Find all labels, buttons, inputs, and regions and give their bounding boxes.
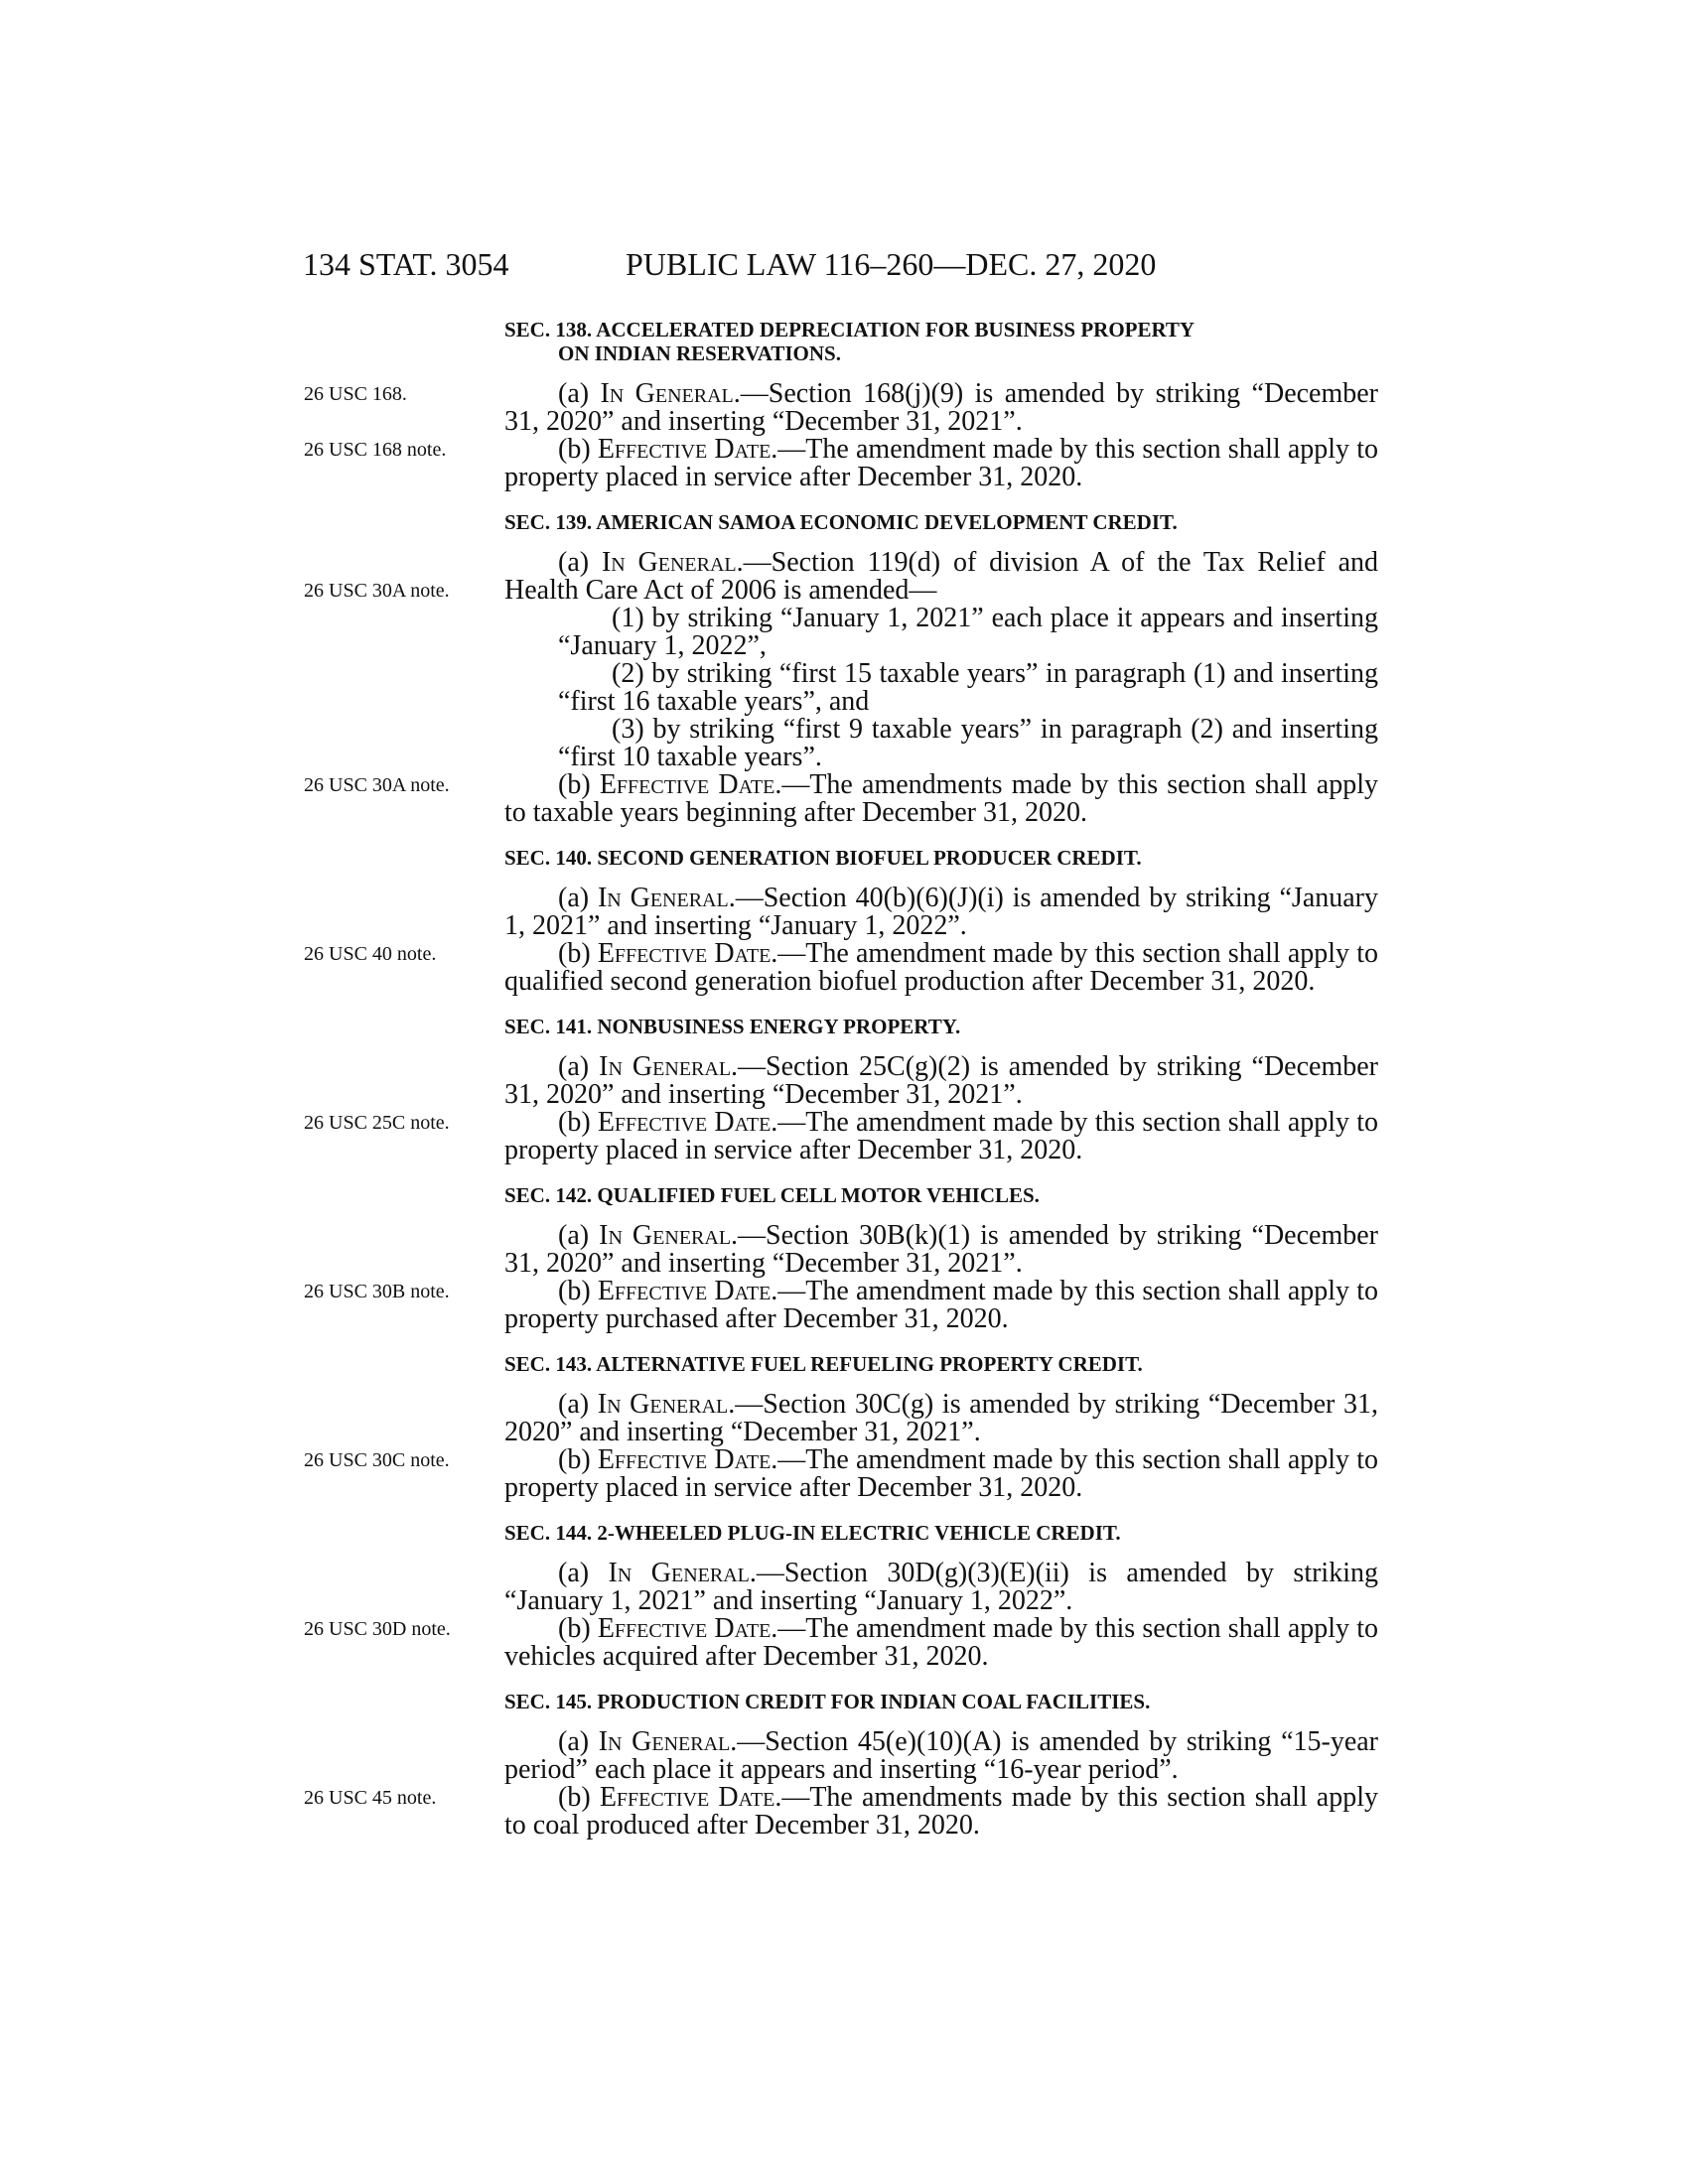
subsection-a bbox=[504, 1391, 1378, 1446]
subsection-b bbox=[304, 769, 1378, 828]
subsection-text: .—The amendments made by this section shall apply to taxable years beginning after December 31, 2020. bbox=[504, 769, 1378, 828]
subsection-text: .—Section 30D(g)(3)(E)(ii) is amended by striking “January 1, 2021” and inserting “January 1, 2022”. bbox=[504, 1558, 1378, 1616]
subsection-a bbox=[504, 1560, 1378, 1615]
subsection-caption: In General bbox=[599, 1220, 732, 1251]
document-body bbox=[304, 318, 1379, 1858]
subsection-caption: Effective Date bbox=[597, 1276, 772, 1306]
margin-citation: 26 USC 40 note. bbox=[304, 943, 437, 965]
section-heading: SEC. 145. PRODUCTION CREDIT FOR INDIAN COAL FACILITIES. bbox=[504, 1690, 1151, 1713]
subsection-label: (b) bbox=[558, 1613, 598, 1644]
subsection-caption: Effective Date bbox=[597, 1613, 772, 1644]
margin-citation: 26 USC 30B note. bbox=[304, 1281, 450, 1302]
section-138 bbox=[304, 318, 1379, 492]
section-139 bbox=[304, 510, 1379, 828]
subsection-label: (a) bbox=[558, 1220, 600, 1251]
margin-citation: 26 USC 168 note. bbox=[304, 439, 447, 461]
paragraph-item-2: (2) by striking “first 15 taxable years” in paragraph (1) and inserting “first 16 taxable years”, and bbox=[558, 658, 1378, 717]
margin-citation: 26 USC 25C note. bbox=[304, 1112, 450, 1134]
section-142 bbox=[304, 1183, 1378, 1334]
subsection-label: (a) bbox=[558, 1389, 598, 1420]
subsection-text: .—The amendment made by this section shall apply to property placed in service after December 31, 2020. bbox=[504, 1107, 1378, 1165]
section-heading: SEC. 142. QUALIFIED FUEL CELL MOTOR VEHICLES. bbox=[504, 1183, 1040, 1207]
subsection-label: (a) bbox=[558, 883, 598, 913]
paragraph-item-1: (1) by striking “January 1, 2021” each place it appears and inserting “January 1, 2022”, bbox=[558, 603, 1378, 661]
page-header bbox=[303, 246, 1375, 286]
subsection-label: (a) bbox=[558, 1051, 600, 1082]
subsection-caption: In General bbox=[601, 547, 737, 578]
subsection-a bbox=[504, 1728, 1378, 1784]
subsection-label: (a) bbox=[558, 1726, 599, 1757]
subsection-label: (a) bbox=[558, 547, 602, 578]
subsection-caption: In General bbox=[608, 1558, 750, 1588]
subsection-text: .—Section 30B(k)(1) is amended by striking “December 31, 2020” and inserting “December 31, 2021”. bbox=[504, 1220, 1378, 1279]
section-heading: SEC. 141. NONBUSINESS ENERGY PROPERTY. bbox=[504, 1015, 961, 1038]
subsection-caption: In General bbox=[597, 1389, 729, 1420]
subsection-b bbox=[304, 1107, 1378, 1165]
subsection-label: (b) bbox=[558, 938, 598, 969]
section-heading: SEC. 139. AMERICAN SAMOA ECONOMIC DEVELOPMENT CREDIT. bbox=[504, 510, 1178, 534]
subsection-a bbox=[304, 378, 1379, 437]
subsection-text: .—Section 40(b)(6)(J)(i) is amended by striking “January 1, 2021” and inserting “January 1, 2022”. bbox=[504, 883, 1378, 941]
subsection-text: .—The amendments made by this section shall apply to coal produced after December 31, 2020. bbox=[504, 1782, 1378, 1841]
margin-citation: 26 USC 30C note. bbox=[304, 1449, 450, 1471]
subsection-caption: Effective Date bbox=[597, 1444, 772, 1475]
subsection-text: .—Section 30C(g) is amended by striking “December 31, 2020” and inserting “December 31, 2021”. bbox=[504, 1389, 1378, 1447]
subsection-caption: Effective Date bbox=[599, 769, 775, 800]
subsection-a bbox=[504, 885, 1378, 940]
subsection-b bbox=[304, 434, 1378, 492]
margin-citation: 26 USC 30D note. bbox=[304, 1618, 451, 1640]
section-141 bbox=[304, 1015, 1378, 1165]
subsection-label: (b) bbox=[558, 1107, 598, 1138]
subsection-label: (b) bbox=[558, 1444, 598, 1475]
statute-page-number: 134 STAT. 3054 bbox=[303, 246, 509, 282]
subsection-label: (b) bbox=[558, 1276, 598, 1306]
subsection-caption: Effective Date bbox=[597, 1107, 772, 1138]
subsection-a bbox=[504, 1053, 1378, 1109]
subsection-text: .—Section 45(e)(10)(A) is amended by striking “15-year period” each place it appears and inserting “16-year period”. bbox=[504, 1726, 1378, 1785]
section-heading: SEC. 143. ALTERNATIVE FUEL REFUELING PROPERTY CREDIT. bbox=[504, 1352, 1143, 1376]
section-heading-text: SEC. 138. ACCELERATED DEPRECIATION FOR BUSINESS PROPERTY bbox=[504, 318, 1196, 341]
subsection-b bbox=[304, 1276, 1378, 1334]
subsection-label: (b) bbox=[558, 769, 600, 800]
margin-citation: 26 USC 30A note. bbox=[304, 774, 450, 796]
section-145 bbox=[304, 1690, 1378, 1841]
subsection-text: .—Section 168(j)(9) is amended by striking “December 31, 2020” and inserting “December 31, 2021”. bbox=[504, 378, 1379, 437]
subsection-text: .—The amendment made by this section shall apply to property placed in service after December 31, 2020. bbox=[504, 434, 1378, 492]
subsection-b bbox=[304, 938, 1378, 997]
section-heading: SEC. 144. 2-WHEELED PLUG-IN ELECTRIC VEHICLE CREDIT. bbox=[504, 1521, 1121, 1545]
subsection-a bbox=[304, 547, 1379, 606]
section-heading bbox=[504, 318, 1378, 365]
subsection-text: .—The amendment made by this section shall apply to qualified second generation biofuel production after December 31, 2020. bbox=[504, 938, 1378, 997]
subsection-caption: Effective Date bbox=[597, 938, 772, 969]
subsection-text: .—The amendment made by this section shall apply to vehicles acquired after December 31, 2020. bbox=[504, 1613, 1378, 1672]
public-law-title: PUBLIC LAW 116–260—DEC. 27, 2020 bbox=[626, 246, 1157, 282]
section-140 bbox=[304, 846, 1378, 997]
margin-citation: 26 USC 30A note. bbox=[304, 580, 450, 602]
paragraph-item-3: (3) by striking “first 9 taxable years” in paragraph (2) and inserting “first 10 taxable years”. bbox=[558, 714, 1378, 772]
subsection-label: (b) bbox=[558, 434, 598, 465]
subsection-caption: Effective Date bbox=[599, 1782, 775, 1813]
section-heading-continuation: ON INDIAN RESERVATIONS. bbox=[558, 341, 841, 365]
subsection-label: (a) bbox=[558, 1558, 609, 1588]
subsection-caption: In General bbox=[597, 883, 729, 913]
section-144 bbox=[304, 1521, 1378, 1672]
section-143 bbox=[304, 1352, 1378, 1503]
subsection-text: .—Section 119(d) of division A of the Tax Relief and Health Care Act of 2006 is amended— bbox=[504, 547, 1379, 606]
subsection-text: .—The amendment made by this section shall apply to property placed in service after December 31, 2020. bbox=[504, 1444, 1378, 1503]
subsection-caption: In General bbox=[600, 378, 734, 409]
subsection-b bbox=[304, 1613, 1378, 1672]
subsection-caption: Effective Date bbox=[597, 434, 772, 465]
subsection-text: .—The amendment made by this section shall apply to property purchased after December 31, 2020. bbox=[504, 1276, 1378, 1334]
subsection-text: .—Section 25C(g)(2) is amended by striking “December 31, 2020” and inserting “December 31, 2021”. bbox=[504, 1051, 1378, 1110]
margin-citation: 26 USC 168. bbox=[304, 383, 407, 405]
subsection-b bbox=[304, 1782, 1378, 1841]
subsection-label: (b) bbox=[558, 1782, 600, 1813]
subsection-a bbox=[504, 1222, 1378, 1278]
subsection-caption: In General bbox=[598, 1726, 731, 1757]
subsection-label: (a) bbox=[558, 378, 601, 409]
subsection-b bbox=[304, 1444, 1378, 1503]
section-heading: SEC. 140. SECOND GENERATION BIOFUEL PRODUCER CREDIT. bbox=[504, 846, 1142, 870]
subsection-caption: In General bbox=[599, 1051, 732, 1082]
margin-citation: 26 USC 45 note. bbox=[304, 1787, 437, 1809]
